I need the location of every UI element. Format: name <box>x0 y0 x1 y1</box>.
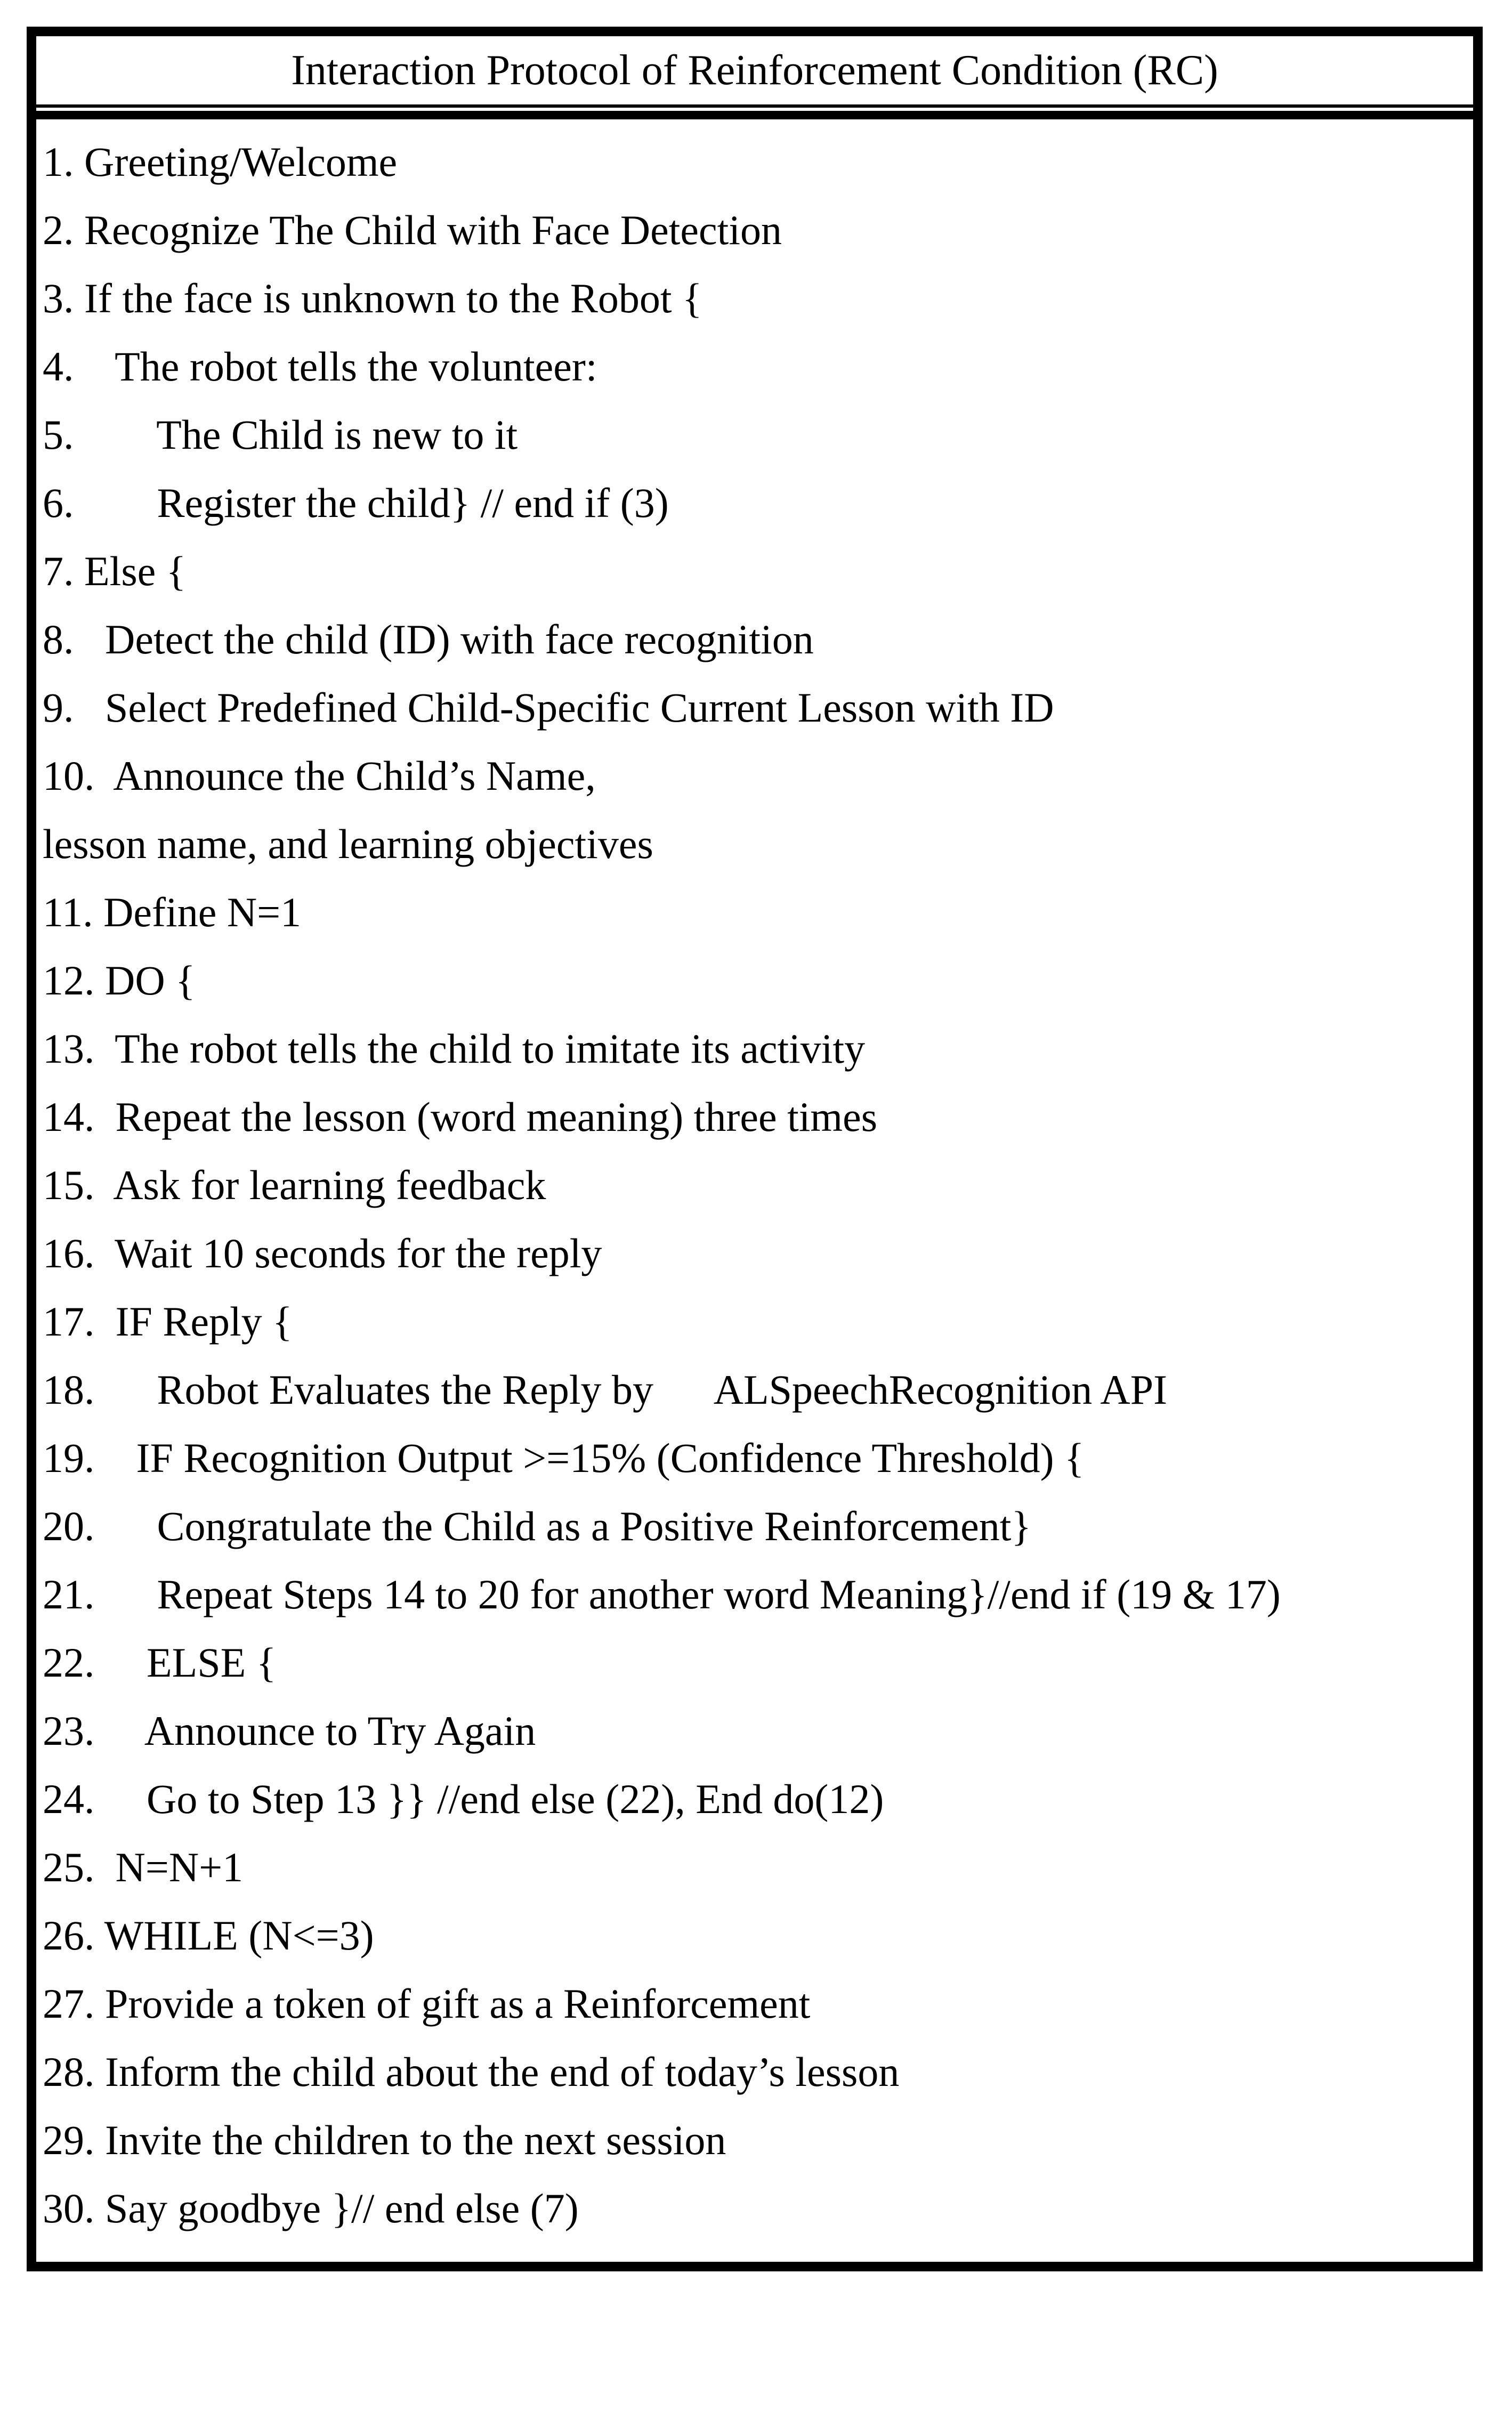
protocol-line-22: 22. ELSE { <box>43 1639 277 1686</box>
protocol-line-29: 29. Invite the children to the next session <box>43 2117 726 2163</box>
protocol-line-1: 1. Greeting/Welcome <box>43 139 398 185</box>
protocol-line-10: 10. Announce the Child’s Name, <box>43 753 596 799</box>
protocol-line-9: 9. Select Predefined Child-Specific Current Lesson with ID <box>43 684 1054 731</box>
protocol-line-5: 5. The Child is new to it <box>43 411 518 458</box>
protocol-line-25: 25. N=N+1 <box>43 1844 244 1890</box>
protocol-line-19: 19. IF Recognition Output >=15% (Confidence Threshold) { <box>43 1435 1085 1481</box>
protocol-line-17: 17. IF Reply { <box>43 1298 293 1345</box>
protocol-line-8: 8. Detect the child (ID) with face recognition <box>43 616 814 662</box>
protocol-line-14: 14. Repeat the lesson (word meaning) three times <box>43 1094 878 1140</box>
protocol-line-12: 12. DO { <box>43 957 196 1004</box>
title-separator-rule <box>36 111 1473 119</box>
protocol-line-7: 7. Else { <box>43 548 187 594</box>
protocol-line-30: 30. Say goodbye }// end else (7) <box>43 2185 579 2231</box>
protocol-steps-body <box>36 119 1473 2262</box>
protocol-line-27: 27. Provide a token of gift as a Reinforcement <box>43 1980 811 2027</box>
protocol-line-13: 13. The robot tells the child to imitate its activity <box>43 1025 866 1072</box>
protocol-line-20: 20. Congratulate the Child as a Positive Reinforcement} <box>43 1503 1031 1549</box>
protocol-line-10-continuation: lesson name, and learning objectives <box>43 821 653 867</box>
table-title: Interaction Protocol of Reinforcement Condition (RC) <box>36 36 1473 108</box>
protocol-line-6: 6. Register the child} // end if (3) <box>43 480 669 526</box>
protocol-line-24: 24. Go to Step 13 }} //end else (22), End do(12) <box>43 1776 884 1822</box>
protocol-line-21: 21. Repeat Steps 14 to 20 for another word Meaning}//end if (19 & 17) <box>43 1571 1281 1617</box>
protocol-line-28: 28. Inform the child about the end of today’s lesson <box>43 2049 900 2095</box>
protocol-line-3: 3. If the face is unknown to the Robot { <box>43 275 702 321</box>
protocol-line-26: 26. WHILE (N<=3) <box>43 1912 374 1959</box>
interaction-protocol-table <box>27 27 1483 2271</box>
protocol-line-23: 23. Announce to Try Again <box>43 1708 536 1754</box>
protocol-line-15: 15. Ask for learning feedback <box>43 1162 546 1208</box>
protocol-line-4: 4. The robot tells the volunteer: <box>43 343 597 390</box>
protocol-line-16: 16. Wait 10 seconds for the reply <box>43 1230 602 1276</box>
protocol-line-18: 18. Robot Evaluates the Reply by ALSpeechRecognition API <box>43 1366 1168 1413</box>
protocol-line-2: 2. Recognize The Child with Face Detection <box>43 207 782 253</box>
protocol-line-11: 11. Define N=1 <box>43 889 302 935</box>
